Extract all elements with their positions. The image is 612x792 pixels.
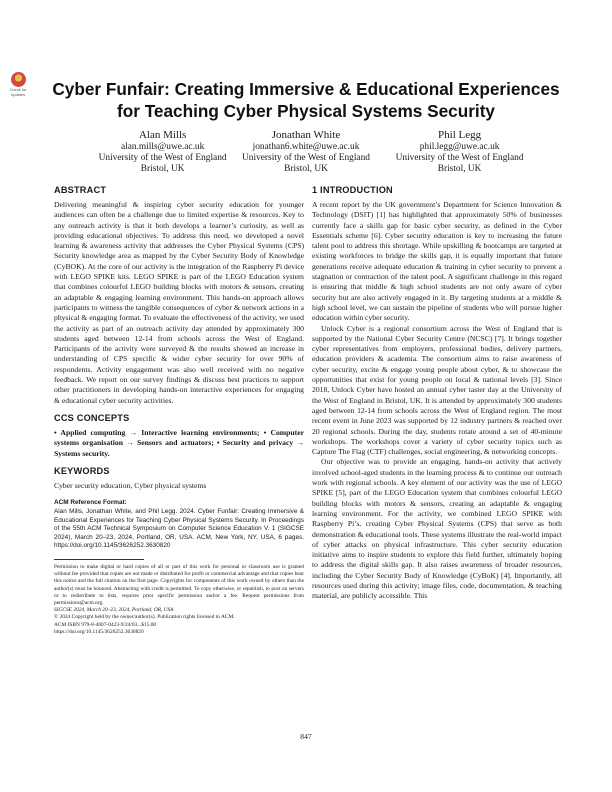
abstract-text: Delivering meaningful & inspiring cyber security education for younger audiences can often be a challenge due to limited expertise & resources. Key to any outreach activity is that it both develops a learner’s curiosity, as well as providing educational objectives. To address this need, we developed a novel learning & awareness activity that addresses the Cyber Physical Systems (CPS) Security knowledge area as mapped by the Cyber Security Body of Knowledge (CyBOK). At the core of our activity is the integration of the Raspberry Pi device with LEGO SPIKE kits. LEGO SPIKE is part of the LEGO Education system that combines colourful LEGO building blocks with motors & sensors, creating an adaptable & engaging learning environment. This hands-on approach allows participants to witness the tangible consequences of cyber & network actions in a physical & engaging format. To evaluate the effectiveness of the activity, we used the activity as part of an outreach activity day attended by approximately 300 students aged between 12-14 from schools across the West of England. Participants of the activity were surveyed & the results showed an increase in understanding of CPS specific & wider cyber security for over 90% of respondents. Activity engagement was also well received with no negative feedback. We report on our survey findings & discuss best practices to support other practitioners in developing hands-on interactive experiences for engaging & educational cyber security activities. xyxy=(54,200,304,405)
author-name: Jonathan White xyxy=(271,129,341,141)
doi-link[interactable]: https://doi.org/10.1145/3626252.3630820 xyxy=(54,628,144,635)
ccs-heading: CCS CONCEPTS xyxy=(54,412,130,423)
keywords-heading: KEYWORDS xyxy=(54,465,110,476)
badge-label: Check for updates xyxy=(9,87,27,97)
introduction-paragraph: A recent report by the UK government’s Department for Science Innovation & Technology (DSIT) [1] has highlighted that approximately 50% of businesses currently face a skills gap for basic cyber security, as defined in the Cyber Essentials scheme [6]. Cyber security education is key to increasing the future talent pool to address this shortage. While upskilling & bootcamps are targeted at existing workforces to bridge the skills gap, it is equally important that future generations receive adequate education & training in cyber security to prevent a stagnation or contraction of the talent pool. A significant challenge in this regard is ensuring that middle & high school students are not only aware of cyber security but are also actively engaged in it. By targeting students at a middle & high school level, we can sustain the pipeline of students who will pursue higher education within cyber security. xyxy=(312,200,562,323)
introduction-heading: 1 INTRODUCTION xyxy=(312,185,393,195)
permissions-footnote xyxy=(54,564,304,636)
author-name: Alan Mills xyxy=(138,129,187,141)
acm-reference-section xyxy=(54,498,304,551)
acm-reference-text: Alan Mills, Jonathan White, and Phil Legg. 2024. Cyber Funfair: Creating Immersive & Educational Experiences for Teaching Cyber Physical Systems Security. In Proceedings of the 55th ACM Technical Symposium on Computer Science Education V. 1 (SIGCSE 2024), March 20–23, 2024, Portland, OR, USA. ACM, New York, NY, USA, 6 pages. https://doi.org/10.1145/3626252.3630820 xyxy=(54,508,304,550)
author-affiliation: University of the West of England xyxy=(98,153,227,163)
author-name: Phil Legg xyxy=(438,129,482,141)
ccs-section xyxy=(54,413,304,459)
permissions-text: Permission to make digital or hard copies of all or part of this work for personal or classroom use is granted without fee provided that copies are not made or distributed for profit or commercial advantage and that copies bear this notice and the full citation on the first page. Copyrights for components of this work owned by others than the author(s) must be honored. Abstracting with credit is permitted. To copy otherwise, or republish, to post on servers or to redistribute to lists, requires prior specific permission and/or a fee. Request permissions from permissions@acm.org. xyxy=(54,563,304,606)
crossmark-icon xyxy=(11,72,26,87)
author-email[interactable]: jonathan6.white@uwe.ac.uk xyxy=(252,142,360,152)
conference-line: SIGCSE 2024, March 20–23, 2024, Portland, OR, USA xyxy=(54,607,174,614)
introduction-paragraph: Unlock Cyber is a regional consortium across the West of England that is supported by the National Cyber Security Centre (NCSC) [7]. It brings together cyber representatives from employers, professional bodies, delivery partners, education providers & academia. The consortium aims to raise awareness of cyber security, excite & engage young people about cyber, & to showcase the opportunities that exist for young people on local & national levels [3]. Since 2018, Unlock Cyber have hosted an annual cyber taster day at the University of the West of England in Bristol, UK. It is attended by approximately 300 students aged between 12-14 from schools across the West of England region. The most recent event in June 2023 was supported by 12 industry partners & reached over 20 regional schools. During the day, students rotate around a set of 40-minute workshops. The workshops cover a variety of cyber security topics such as Capture The Flag (CTF) challenges, social engineering, & networking concepts. xyxy=(312,323,562,457)
isbn-line: ACM ISBN 979-8-4007-0423-9/24/03...$15.00 xyxy=(54,621,157,628)
copyright-line: © 2024 Copyright held by the owner/author(s). Publication rights licensed to ACM. xyxy=(54,614,235,621)
paper-title: Cyber Funfair: Creating Immersive & Educational Experiences for Teaching Cyber Physical Systems Security xyxy=(52,79,560,121)
page-number: 847 xyxy=(300,732,312,741)
left-column xyxy=(54,185,304,636)
introduction-paragraph: Our objective was to provide an engaging, hands-on activity that actively involved school-aged students in the learning process & to continue our outreach work with regional schools. A key element of our activity was the use of LEGO SPIKE [5], part of the LEGO Education system that combines colourful LEGO building blocks with motors & sensors, creating an adaptable & engaging learning environment. For the activity, we combined LEGO SPIKE with Raspberry Pi’s, creating Cyber Physical Systems (CPS) that serve as both demonstration & educational tools. These systems illustrate the real-world impact of cyber attacks on physical infrastructure. This cyber security education initiative aims to inspire students to explore this field further, ultimately hoping to address the digital skills gap. It also raises awareness of broader resources, including the Cyber Security Body of Knowledge (CyBoK) [4]. Importantly, all resources used during this activity; image files, code, documentation, & teaching material, are publicly accessible. This xyxy=(312,457,562,601)
author-email[interactable]: alan.mills@uwe.ac.uk xyxy=(120,142,205,152)
abstract-section xyxy=(54,185,304,406)
footnote-divider xyxy=(54,559,144,560)
abstract-heading: ABSTRACT xyxy=(54,185,107,195)
author-block xyxy=(370,128,550,175)
keywords-text: Cyber security education, Cyber physical systems xyxy=(54,480,207,490)
author-affiliation: University of the West of England xyxy=(395,153,524,163)
author-affiliation: University of the West of England xyxy=(242,153,370,163)
ccs-text: • Applied computing → Interactive learning environments; • Computer systems organisation → Sensors and actuators; • Security and privacy → Systems security. xyxy=(54,427,304,458)
author-location: Bristol, UK xyxy=(284,164,328,174)
keywords-section xyxy=(54,466,304,491)
right-column xyxy=(312,185,562,602)
author-email[interactable]: phil.legg@uwe.ac.uk xyxy=(419,142,500,152)
acm-reference-heading: ACM Reference Format: xyxy=(54,499,127,507)
check-for-updates-badge[interactable] xyxy=(6,72,30,97)
author-location: Bristol, UK xyxy=(437,164,482,174)
author-location: Bristol, UK xyxy=(140,164,185,174)
